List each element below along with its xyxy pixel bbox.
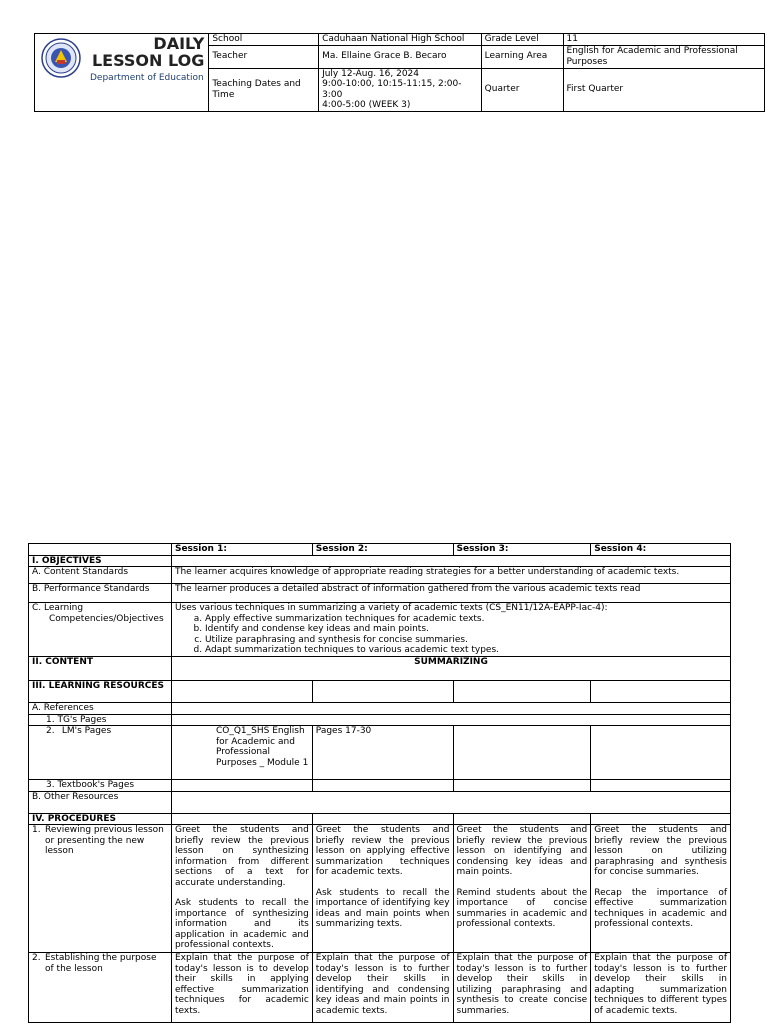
procedure-2-s1: Explain that the purpose of today's lesson is to develop their skills in applying effective summarization techniques for academic texts.	[171, 953, 312, 1023]
header-table	[34, 33, 765, 112]
session-2-header: Session 2:	[312, 544, 453, 556]
paragraph: Greet the students and briefly review the previous lesson on applying effective summarization techniques for academic texts.	[315, 825, 450, 877]
competencies-value	[171, 603, 730, 657]
procedure-2-s4: Explain that the purpose of today's lesson is to further develop their skills in adapting summarization techniques to different types of academic texts.	[591, 953, 731, 1023]
lm-label-text: LM's Pages	[61, 726, 112, 736]
session-1-header: Session 1:	[171, 544, 312, 556]
quarter-label: Quarter	[481, 68, 563, 111]
area-value: English for Academic and Professional Purposes	[563, 45, 764, 68]
other-resources-label: B. Other Resources	[29, 791, 172, 813]
procedures-s1	[171, 813, 312, 825]
procedures-s2	[312, 813, 453, 825]
paragraph: Remind students about the importance of concise summaries in academic and professional contexts.	[456, 887, 588, 929]
procedure-2-number: 2.	[32, 953, 41, 963]
lm-pages-s1: CO_Q1_SHS English for Academic and Professional Purposes _ Module 1	[171, 726, 312, 780]
content-heading: II. CONTENT	[29, 657, 172, 681]
deped-seal-icon	[41, 38, 81, 78]
competency-item: b. Identify and condense key ideas and main points.	[205, 624, 727, 635]
procedure-1-s4	[591, 825, 731, 953]
textbook-s3	[453, 780, 591, 792]
competency-item: c. Utilize paraphrasing and synthesis for concise summaries.	[205, 635, 727, 646]
procedures-s3	[453, 813, 591, 825]
textbook-s2	[312, 780, 453, 792]
resources-s2	[312, 681, 453, 703]
objectives-heading: I. OBJECTIVES	[29, 555, 172, 567]
competencies-label-2: Competencies/Objectives	[49, 613, 164, 624]
performance-standards-label: B. Performance Standards	[29, 584, 172, 603]
session-4-header: Session 4:	[591, 544, 731, 556]
procedure-1-s3	[453, 825, 591, 953]
grade-value: 11	[563, 34, 764, 46]
session-3-header: Session 3:	[453, 544, 591, 556]
resources-s4	[591, 681, 731, 703]
competencies-intro: Uses various techniques in summarizing a variety of academic texts (CS_EN11/12A-EAPP-Iac-4):	[174, 603, 608, 613]
lm-number: 2.	[46, 726, 55, 736]
dates-label: Teaching Dates and Time	[209, 68, 319, 111]
paragraph: Greet the students and briefly review the previous lesson on synthesizing information from different sections of a text for accurate understanding.	[174, 825, 309, 888]
paragraph: Ask students to recall the importance of identifying key ideas and main points when summarizing texts.	[315, 887, 450, 929]
tg-pages-blank	[171, 714, 730, 726]
corner-cell	[29, 544, 172, 556]
procedure-1-text: Reviewing previous lesson or presenting the new lesson	[45, 825, 164, 856]
content-value: SUMMARIZING	[171, 657, 730, 681]
textbook-pages-label: 3. Textbook's Pages	[29, 780, 172, 792]
department-name: Department of Education	[90, 73, 204, 83]
procedure-2-s2: Explain that the purpose of today's lesson is to further develop their skills in identifying and condensing key ideas and main points in academic texts.	[312, 953, 453, 1023]
dates-line1: July 12-Aug. 16, 2024	[322, 68, 419, 79]
lm-pages-label	[29, 726, 172, 780]
performance-standards-value: The learner produces a detailed abstract of information gathered from the various academic texts read	[171, 584, 730, 603]
lm-pages-s2: Pages 17-30	[312, 726, 453, 780]
procedure-1-s1	[171, 825, 312, 953]
logo-cell	[35, 34, 209, 112]
references-blank	[171, 703, 730, 715]
school-value: Caduhaan National High School	[319, 34, 482, 46]
procedure-2-s3: Explain that the purpose of today's lesson is to further develop their skills in utilizing paraphrasing and synthesis to create concise summaries.	[453, 953, 591, 1023]
dates-line3: 4:00-5:00 (WEEK 3)	[322, 100, 411, 110]
lm-pages-s3	[453, 726, 591, 780]
title-daily: DAILY	[153, 34, 205, 53]
resources-s1	[171, 681, 312, 703]
objectives-blank	[171, 555, 730, 567]
other-resources-blank	[171, 791, 730, 813]
paragraph: Recap the importance of effective summarization techniques in academic and professional contexts.	[594, 887, 727, 929]
references-label: A. References	[29, 703, 172, 715]
resources-heading: III. LEARNING RESOURCES	[29, 681, 172, 703]
paragraph: Ask students to recall the importance of synthesizing information and its application in academic and professional contexts.	[174, 898, 309, 950]
procedures-heading: IV. PROCEDURES	[29, 813, 172, 825]
competencies-list	[175, 614, 727, 656]
dates-line2: 9:00-10:00, 10:15-11:15, 2:00-3:00	[322, 79, 462, 100]
dates-value	[319, 68, 482, 111]
lm-pages-s4	[591, 726, 731, 780]
procedure-1-s2	[312, 825, 453, 953]
title-lesson-log: LESSON LOG	[91, 51, 205, 70]
textbook-s1	[171, 780, 312, 792]
procedures-s4	[591, 813, 731, 825]
paragraph: Greet the students and briefly review the previous lesson on identifying and condensing key ideas and main points.	[456, 825, 588, 877]
teacher-value: Ma. Ellaine Grace B. Becaro	[319, 45, 482, 68]
content-standards-label: A. Content Standards	[29, 567, 172, 584]
paragraph: Greet the students and briefly review the previous lesson on utilizing paraphrasing and synthesis for concise summaries.	[594, 825, 727, 877]
tg-pages-label: 1. TG's Pages	[29, 714, 172, 726]
lesson-table	[28, 543, 731, 1023]
quarter-value: First Quarter	[563, 68, 764, 111]
school-label: School	[209, 34, 319, 46]
teacher-label: Teacher	[209, 45, 319, 68]
competencies-label-1: C. Learning	[32, 603, 84, 613]
area-label: Learning Area	[481, 45, 563, 68]
procedure-2-text: Establishing the purpose of the lesson	[45, 953, 157, 974]
competencies-label	[29, 603, 172, 657]
competency-item: a. Apply effective summarization techniques for academic texts.	[205, 614, 727, 625]
procedure-1-label	[29, 825, 172, 953]
textbook-s4	[591, 780, 731, 792]
resources-s3	[453, 681, 591, 703]
procedure-1-number: 1.	[32, 825, 41, 835]
grade-label: Grade Level	[481, 34, 563, 46]
competency-item: d. Adapt summarization techniques to various academic text types.	[205, 645, 727, 656]
procedure-2-label	[29, 953, 172, 1023]
content-standards-value: The learner acquires knowledge of appropriate reading strategies for a better understanding of academic texts.	[171, 567, 730, 584]
